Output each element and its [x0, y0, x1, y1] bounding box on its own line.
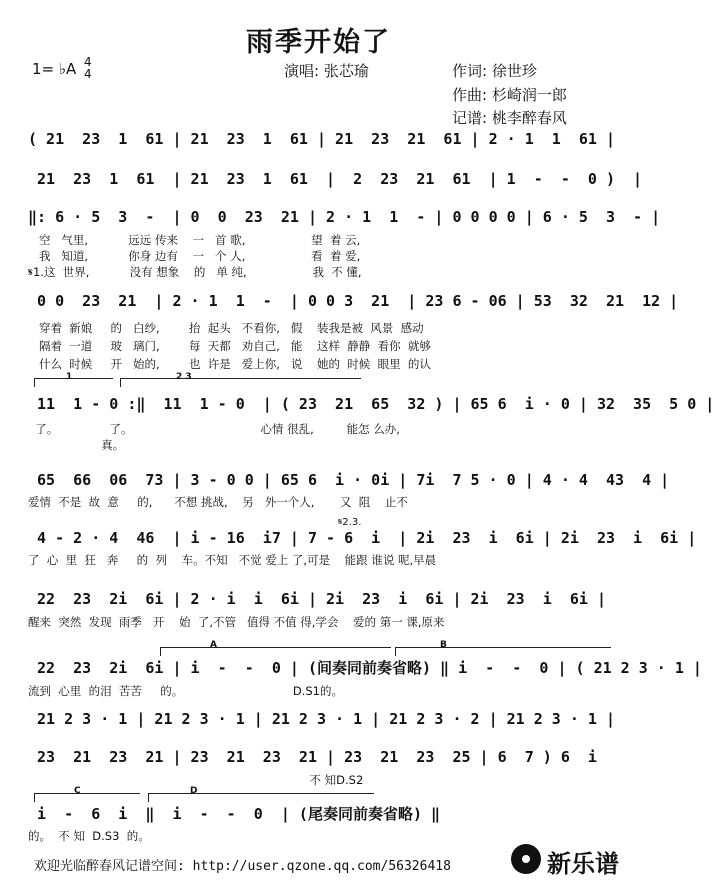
lyrics-row-6-verse-1: 爱情 不是 故 意 的, 不想 挑战, 另 外一个人, 又 阻 止不	[28, 495, 408, 509]
lyrics-row-5-verse-1: 了。 了。 心情 很乱, 能怎 么办,	[28, 422, 400, 436]
transcriber-credit: 记谱: 桃李醉春风	[452, 109, 567, 127]
lyrics-row-7-verse-1: 了 心 里 狂 奔 的 列 车。不知 不觉 爱上 了,可是 能跟 谁说 呢,早晨	[28, 553, 437, 567]
section-bracket-c	[34, 793, 140, 802]
score-row-4: 0 0 23 21 | 2 · 1 1 - | 0 0 3 21 | 23 6 - 06 | 53 32 21 12 |	[28, 292, 679, 310]
volta-bracket-1	[34, 378, 113, 387]
section-bracket-a	[160, 647, 391, 656]
score-row-11: 23 21 23 21 | 23 21 23 21 | 23 21 23 25 | 6 7 ) 6 i	[28, 748, 597, 766]
site-logo	[507, 840, 631, 880]
volta-label-2: 2 3	[176, 372, 192, 382]
score-row-8: 22 23 2i 6i | 2 · i i 6i | 2i 23 i 6i | 2i 23 i 6i |	[28, 590, 606, 608]
logo-text: 新乐谱	[547, 849, 619, 878]
section-label-d: D	[190, 786, 198, 796]
time-signature-top: 4	[84, 55, 92, 69]
page-title: 雨季开始了	[246, 27, 391, 58]
lyrics-row-8-verse-1: 醒来 突然 发现 雨季 开 始 了,不管 值得 不值 得,学会 爱的 第一 课,原来	[28, 615, 445, 629]
lyrics-row-12-verse-1: 的。 不 知 D.S3 的。	[28, 829, 150, 843]
score-row-5: 11 1 - 0 :‖ 11 1 - 0 | ( 23 21 65 32 ) | 65 6 i · 0 | 32 35 5 0 |	[28, 395, 714, 413]
volta-label-1: 1	[66, 372, 73, 382]
composer-credit: 作曲: 杉崎润一郎	[452, 86, 567, 104]
lyrics-row-3-verse-3: 𝄋1.这 世界, 没有 想象 的 单 纯, 我 不 懂,	[28, 265, 362, 279]
lyrics-row-4-verse-3: 什么 时候 开 始的, 也 许是 爱上你, 说 她的 时候 眼里 的认	[28, 357, 431, 371]
score-row-1: ( 21 23 1 61 | 21 23 1 61 | 21 23 21 61 | 2 · 1 1 61 |	[28, 130, 615, 148]
lyrics-row-3-verse-2: 我 知道, 你身 边有 一 个 人, 看 着 爱,	[28, 249, 361, 263]
lyrics-row-11-verse-1: 不 知D.S2	[28, 773, 364, 787]
time-signature-bottom: 4	[84, 67, 92, 81]
section-label-a: A	[210, 640, 217, 650]
lyrics-row-5-verse-2: 真。	[28, 438, 125, 452]
lyrics-row-3-verse-1: 空 气里, 远远 传来 一 首 歌, 望 着 云,	[28, 233, 361, 247]
score-row-7: 4 - 2 · 4 46 | i - 16 i7 | 7 - 6 i | 2i 23 i 6i | 2i 23 i 6i |	[28, 529, 697, 547]
time-signature	[84, 56, 92, 80]
record-disc-icon	[511, 844, 541, 874]
lyrics-row-4-verse-2: 隔着 一道 玻 璃门, 每 天都 劝自己, 能 这样 静静 看你 就够	[28, 339, 431, 353]
section-bracket-b	[395, 647, 611, 656]
lyricist-credit: 作词: 徐世珍	[452, 62, 537, 80]
lyrics-row-9-verse-1: 流到 心里 的泪 苦苦 的。 D.S1的。	[28, 684, 344, 698]
score-row-10: 21 2 3 · 1 | 21 2 3 · 1 | 21 2 3 · 1 | 21 2 3 · 2 | 21 2 3 · 1 |	[28, 710, 615, 728]
section-bracket-d	[148, 793, 374, 802]
score-row-3: ‖: 6 · 5 3 - | 0 0 23 21 | 2 · 1 1 - | 0 0 0 0 | 6 · 5 3 - |	[28, 208, 661, 226]
key-signature: 1= ♭A	[32, 60, 77, 78]
section-label-b: B	[440, 640, 447, 650]
score-row-2: 21 23 1 61 | 21 23 1 61 | 2 23 21 61 | 1 - - 0 ) |	[28, 170, 643, 188]
volta-bracket-2	[120, 378, 361, 387]
section-label-c: C	[74, 786, 81, 796]
score-row-9: 22 23 2i 6i | i - - 0 | (间奏同前奏省略) ‖ i - - 0 | ( 21 2 3 · 1 |	[28, 659, 702, 677]
score-row-6: 65 66 06 73 | 3 - 0 0 | 65 6 i · 0i | 7i 7 5 · 0 | 4 · 4 43 4 |	[28, 471, 670, 489]
score-row-12: i - 6 i ‖ i - - 0 | (尾奏同前奏省略) ‖	[28, 805, 441, 823]
lyrics-row-4-verse-1: 穿着 新娘 的 白纱, 抬 起头 不看你, 假 装我是被 风景 感动	[28, 321, 424, 335]
segno-marker: 𝄋2.3.	[338, 517, 362, 528]
footer-website: 欢迎光临醉春风记谱空间: http://user.qzone.qq.com/56326418	[34, 859, 451, 874]
singer-credit: 演唱: 张芯瑜	[284, 62, 369, 80]
